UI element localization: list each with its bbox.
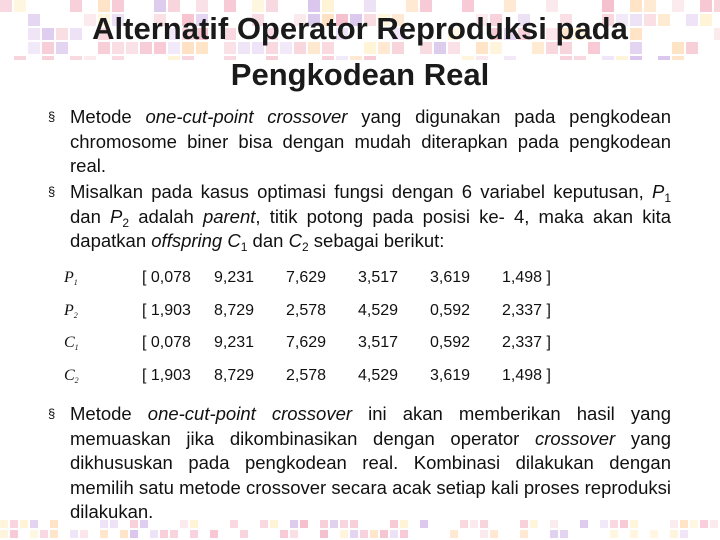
row-label: $C_1$ — [64, 334, 79, 353]
bullet-1-text — [70, 106, 671, 176]
gene-value: 2,337 ] — [502, 301, 551, 319]
decoration-tile — [390, 530, 398, 538]
decoration-tile — [690, 520, 698, 528]
table-row — [64, 327, 574, 360]
decoration-tile — [40, 530, 48, 538]
gene-value: 9,231 — [214, 334, 255, 352]
decoration-tile — [190, 530, 198, 538]
decoration-tile — [70, 530, 78, 538]
gene-value: 3,517 — [358, 269, 399, 287]
bullet-2 — [48, 180, 671, 254]
decoration-tile — [400, 530, 408, 538]
decoration-tile — [700, 0, 712, 12]
slide-title: Alternatif Operator Reproduksi pada Pengkodean Real — [92, 11, 628, 92]
gene-value: 2,578 — [286, 301, 327, 319]
decoration-tile — [680, 520, 688, 528]
gene-value: 8,729 — [214, 301, 255, 319]
gene-value: 1,498 ] — [502, 269, 551, 287]
gene-value: 1,498 ] — [502, 366, 551, 384]
decoration-tile — [714, 0, 720, 12]
decoration-tile — [490, 530, 498, 538]
text-run: Metode — [70, 106, 146, 127]
gene-value: 0,592 — [430, 334, 471, 352]
decoration-tile — [50, 520, 58, 528]
decoration-tile — [370, 530, 378, 538]
decoration-tile — [240, 530, 248, 538]
text-run: yang dikhususkan pada pengkodean real. Kombinasi dilakukan dengan memilih satu metode crossover secara acak setiap kali proses reproduksi dilakukan. — [70, 427, 672, 522]
text-run: Misalkan pada kasus optimasi fungsi dengan 6 variabel keputusan, — [70, 181, 652, 202]
decoration-tile — [320, 530, 328, 538]
decoration-tile — [280, 530, 288, 538]
row-label: $P_2$ — [64, 301, 78, 320]
decoration-tile — [100, 530, 108, 538]
gene-value: 3,517 — [358, 334, 399, 352]
decoration-tile — [0, 530, 8, 538]
decoration-tile — [680, 530, 688, 538]
gene-value: 2,578 — [286, 366, 327, 384]
text-run: crossover — [535, 427, 616, 449]
decoration-tile — [710, 520, 718, 528]
gene-value: 4,529 — [358, 301, 399, 319]
bullet-3-text — [70, 403, 671, 522]
text-run: 2 — [122, 215, 130, 230]
decoration-tile — [480, 530, 488, 538]
decoration-tile — [520, 530, 528, 538]
chromosome-table — [64, 262, 574, 392]
bullet-1 — [48, 105, 672, 179]
bullet-marker-icon: § — [48, 406, 56, 421]
decoration-tile — [10, 530, 18, 538]
gene-value: [ 0,078 — [142, 269, 191, 287]
text-run: parent — [202, 205, 256, 227]
text-run: yang digunakan pada pengkodean chromosome biner bisa dengan mudah diterapkan pada pengkodean real. — [70, 106, 672, 176]
text-run: ini akan memberikan hasil yang memuaskan jika dikombinasikan dengan operator — [70, 403, 671, 449]
text-run: , titik potong pada posisi ke- 4, maka akan kita dapatkan — [70, 205, 671, 251]
decoration-tile — [700, 14, 712, 26]
bullet-marker-icon: § — [48, 109, 56, 124]
bullet-marker-icon: § — [48, 184, 56, 199]
decoration-tile — [120, 530, 128, 538]
decoration-tile — [10, 520, 18, 528]
text-run: 2 — [301, 240, 309, 254]
text-run: 1 — [664, 191, 671, 205]
text-run: one-cut-point crossover — [147, 403, 353, 424]
text-run: Metode — [70, 403, 148, 424]
text-run: P — [651, 181, 665, 202]
decoration-tile — [170, 530, 178, 538]
decoration-tile — [20, 520, 28, 528]
gene-value: 3,619 — [430, 366, 471, 384]
gene-value: [ 1,903 — [142, 366, 191, 384]
decoration-tile — [630, 530, 638, 538]
decoration-tile — [610, 530, 618, 538]
decoration-tile — [714, 28, 720, 40]
text-run: one-cut-point crossover — [145, 106, 348, 127]
table-row — [64, 262, 574, 295]
text-run: C — [288, 230, 302, 251]
decoration-tile — [30, 530, 38, 538]
bullet-3 — [48, 402, 672, 525]
decoration-tile — [150, 530, 158, 538]
decoration-tile — [670, 530, 678, 538]
table-row — [64, 295, 574, 328]
decoration-tile — [650, 530, 658, 538]
row-label: $P_1$ — [64, 269, 78, 288]
decoration-tile — [450, 530, 458, 538]
text-run: adalah — [129, 205, 203, 227]
text-run: offspring C — [151, 230, 241, 251]
gene-value: 4,529 — [358, 366, 399, 384]
decoration-tile — [700, 520, 708, 528]
gene-value: [ 1,903 — [142, 301, 191, 319]
decoration-tile — [0, 0, 12, 12]
decoration-tile — [550, 530, 558, 538]
gene-value: 7,629 — [286, 334, 327, 352]
text-run: 1 — [240, 240, 248, 254]
text-run: P — [110, 205, 123, 227]
text-run: dan — [247, 230, 289, 251]
text-run: dan — [70, 205, 111, 227]
decoration-tile — [30, 520, 38, 528]
decoration-tile — [290, 530, 298, 538]
decoration-tile — [130, 530, 138, 538]
decoration-tile — [670, 520, 678, 528]
table-row — [64, 360, 574, 393]
decoration-tile — [560, 530, 568, 538]
decoration-tile — [160, 530, 168, 538]
decoration-tile — [80, 530, 88, 538]
gene-value: [ 0,078 — [142, 334, 191, 352]
decoration-tile — [380, 530, 388, 538]
gene-value: 7,629 — [286, 269, 327, 287]
bullet-2-text — [70, 181, 671, 254]
row-label: $C_2$ — [64, 366, 79, 385]
decoration-tile — [360, 530, 368, 538]
decoration-tile — [340, 530, 348, 538]
text-run: sebagai berikut: — [308, 230, 445, 251]
gene-value: 0,592 — [430, 301, 471, 319]
decoration-tile — [210, 530, 218, 538]
gene-value: 3,619 — [430, 269, 471, 287]
gene-value: 9,231 — [214, 269, 255, 287]
decoration-tile — [0, 520, 8, 528]
decoration-tile — [350, 530, 358, 538]
decoration-tile — [50, 530, 58, 538]
gene-value: 2,337 ] — [502, 334, 551, 352]
gene-value: 8,729 — [214, 366, 255, 384]
